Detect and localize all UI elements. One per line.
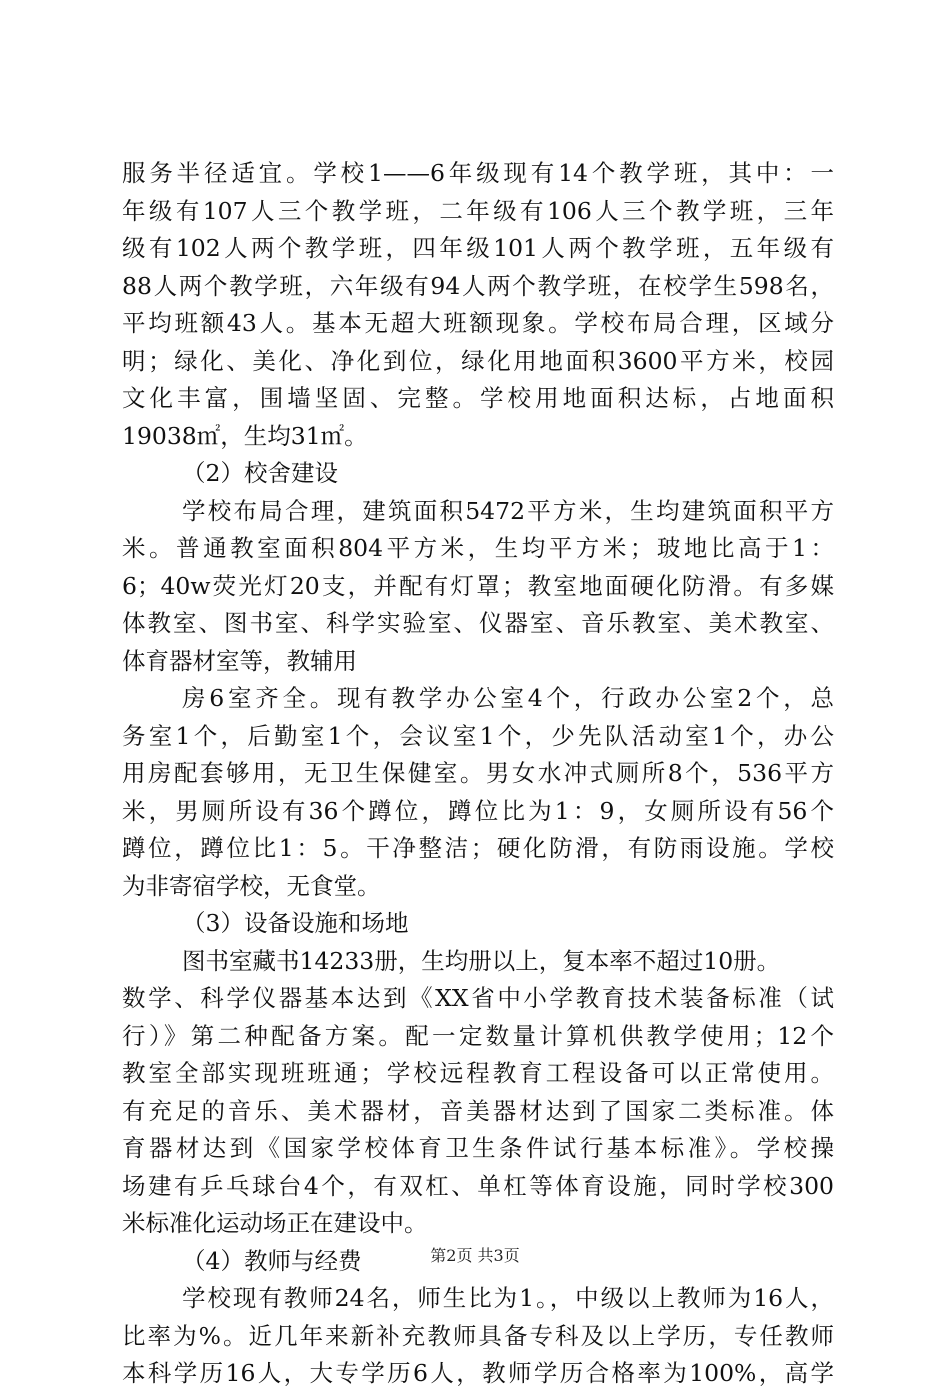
text-line: （4）教师与经费 [182, 1246, 362, 1275]
text-line: 6；40w荧光灯20支，并配有灯罩；教室地面硬化防滑。有多媒 [122, 571, 834, 600]
text-line: （2）校舍建设 [182, 459, 338, 487]
text-line: 场建有乒乓球台4个，有双杠、单杠等体育设施，同时学校300 [122, 1171, 834, 1200]
text-line: 本科学历16人，大专学历6人，教师学历合格率为100%，高学 [122, 1359, 834, 1387]
text-line: 平均班额43人。基本无超大班额现象。学校布局合理，区域分 [122, 309, 834, 337]
text-line: 体育器材室等，教辅用 [122, 646, 357, 675]
page-footer: 第2页 共3页 [430, 1246, 520, 1265]
text-line: 行）》第二种配备方案。配一定数量计算机供教学使用；12个 [122, 1021, 834, 1050]
text-line: 数学、科学仪器基本达到《XX省中小学教育技术装备标准（试 [122, 984, 834, 1012]
text-line: 为非寄宿学校，无食堂。 [122, 871, 381, 900]
text-line: 学校布局合理，建筑面积5472平方米，生均建筑面积平方 [182, 496, 834, 525]
text-line: 蹲位，蹲位比1：5。干净整洁；硬化防滑，有防雨设施。学校 [122, 834, 834, 862]
text-line: 19038㎡，生均31㎡。 [122, 421, 368, 450]
text-line: 米标准化运动场正在建设中。 [122, 1209, 428, 1237]
text-line: 比率为%。近几年来新补充教师具备专科及以上学历，专任教师 [122, 1321, 834, 1350]
text-line: 服务半径适宜。学校1——6年级现有14个教学班，其中：一 [122, 159, 834, 187]
document-body [122, 155, 834, 1393]
text-line: 用房配套够用，无卫生保健室。男女水冲式厕所8个，536平方 [122, 759, 834, 787]
text-line: 图书室藏书14233册，生均册以上，复本率不超过10册。 [182, 946, 781, 975]
text-line: 务室1个，后勤室1个，会议室1个，少先队活动室1个，办公 [122, 721, 834, 750]
text-line: 教室全部实现班班通；学校远程教育工程设备可以正常使用。 [122, 1059, 834, 1087]
text-line: 明；绿化、美化、净化到位，绿化用地面积3600平方米，校园 [122, 346, 834, 375]
text-line: 房6室齐全。现有教学办公室4个，行政办公室2个，总 [182, 684, 834, 712]
text-line: 年级有107人三个教学班，二年级有106人三个教学班，三年 [122, 196, 834, 225]
text-line: 学校现有教师24名，师生比为1。，中级以上教师为16人， [182, 1284, 834, 1312]
text-line: 有充足的音乐、美术器材，音美器材达到了国家二类标准。体 [122, 1096, 834, 1125]
text-line: 米。普通教室面积804平方米，生均平方米；玻地比高于1： [122, 534, 834, 562]
text-line: 米，男厕所设有36个蹲位，蹲位比为1：9，女厕所设有56个 [122, 796, 834, 825]
text-line: 体教室、图书室、科学实验室、仪器室、音乐教室、美术教室、 [122, 609, 834, 637]
text-line: （3）设备设施和场地 [182, 909, 409, 937]
text-line: 级有102人两个教学班，四年级101人两个教学班，五年级有 [122, 234, 834, 262]
text-line: 育器材达到《国家学校体育卫生条件试行基本标准》。学校操 [122, 1134, 834, 1162]
text-line: 文化丰富，围墙坚固、完整。学校用地面积达标，占地面积 [122, 384, 834, 412]
text-line: 88人两个教学班，六年级有94人两个教学班，在校学生598名， [122, 271, 834, 300]
